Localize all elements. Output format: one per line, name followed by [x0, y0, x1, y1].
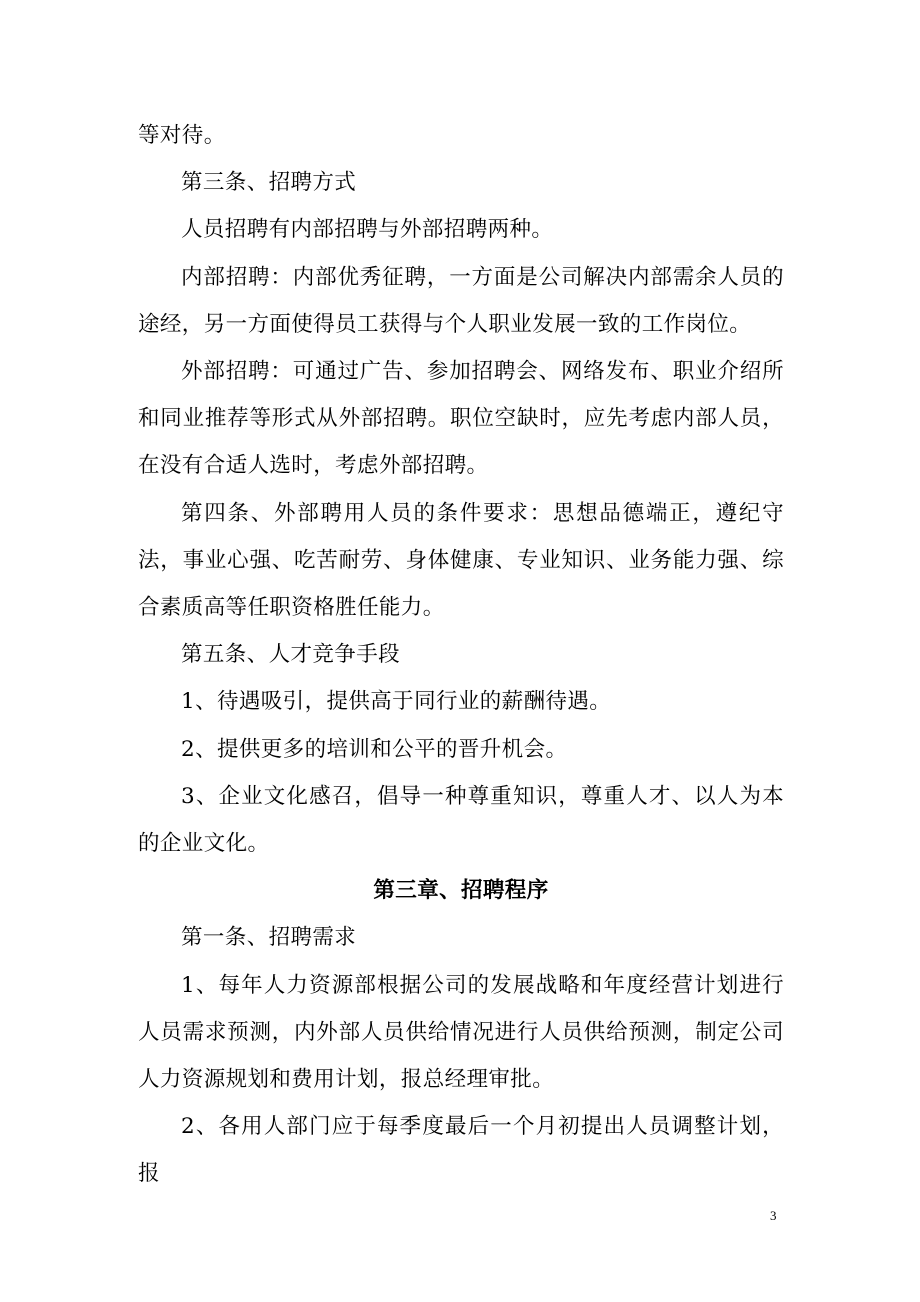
- document-body: [138, 112, 784, 1198]
- paragraph-external-recruitment: 外部招聘：可通过广告、参加招聘会、网络发布、职业介绍所和同业推荐等形式从外部招聘。职位空缺时，应先考虑内部人员，在没有合适人选时，考虑外部招聘。: [138, 359, 784, 479]
- list-item-1-demand: 1、每年人力资源部根据公司的发展战略和年度经营计划进行人员需求预测，内外部人员供给情况进行人员供给预测，制定公司人力资源规划和费用计划，报总经理审批。: [138, 972, 784, 1093]
- list-item-2-demand: 2、各用人部门应于每季度最后一个月初提出人员调整计划，报: [138, 1114, 784, 1187]
- list-item-3: 3、企业文化感召，倡导一种尊重知识，尊重人才、以人为本的企业文化。: [138, 783, 784, 857]
- article-4-paragraph: 第四条、外部聘用人员的条件要求：思想品德端正，遵纪守法，事业心强、吃苦耐劳、身体健康、专业知识、业务能力强、综合素质高等任职资格胜任能力。: [138, 500, 784, 621]
- list-item-1: 1、待遇吸引，提供高于同行业的薪酬待遇。: [181, 689, 612, 715]
- page-number: 3: [770, 1208, 777, 1223]
- article-3-heading: 第三条、招聘方式: [181, 170, 357, 196]
- chapter-3-title: 第三章、招聘程序: [373, 878, 549, 904]
- article-5-heading: 第五条、人才竞争手段: [181, 642, 401, 668]
- paragraph-internal-recruitment: 内部招聘：内部优秀征聘，一方面是公司解决内部需余人员的途经，另一方面使得员工获得与个人职业发展一致的工作岗位。: [138, 264, 784, 337]
- paragraph-continuation: 等对待。: [138, 123, 226, 148]
- paragraph-recruitment-types: 人员招聘有内部招聘与外部招聘两种。: [181, 217, 554, 243]
- article-1-heading: 第一条、招聘需求: [181, 925, 357, 951]
- list-item-2: 2、提供更多的培训和公平的晋升机会。: [181, 736, 568, 762]
